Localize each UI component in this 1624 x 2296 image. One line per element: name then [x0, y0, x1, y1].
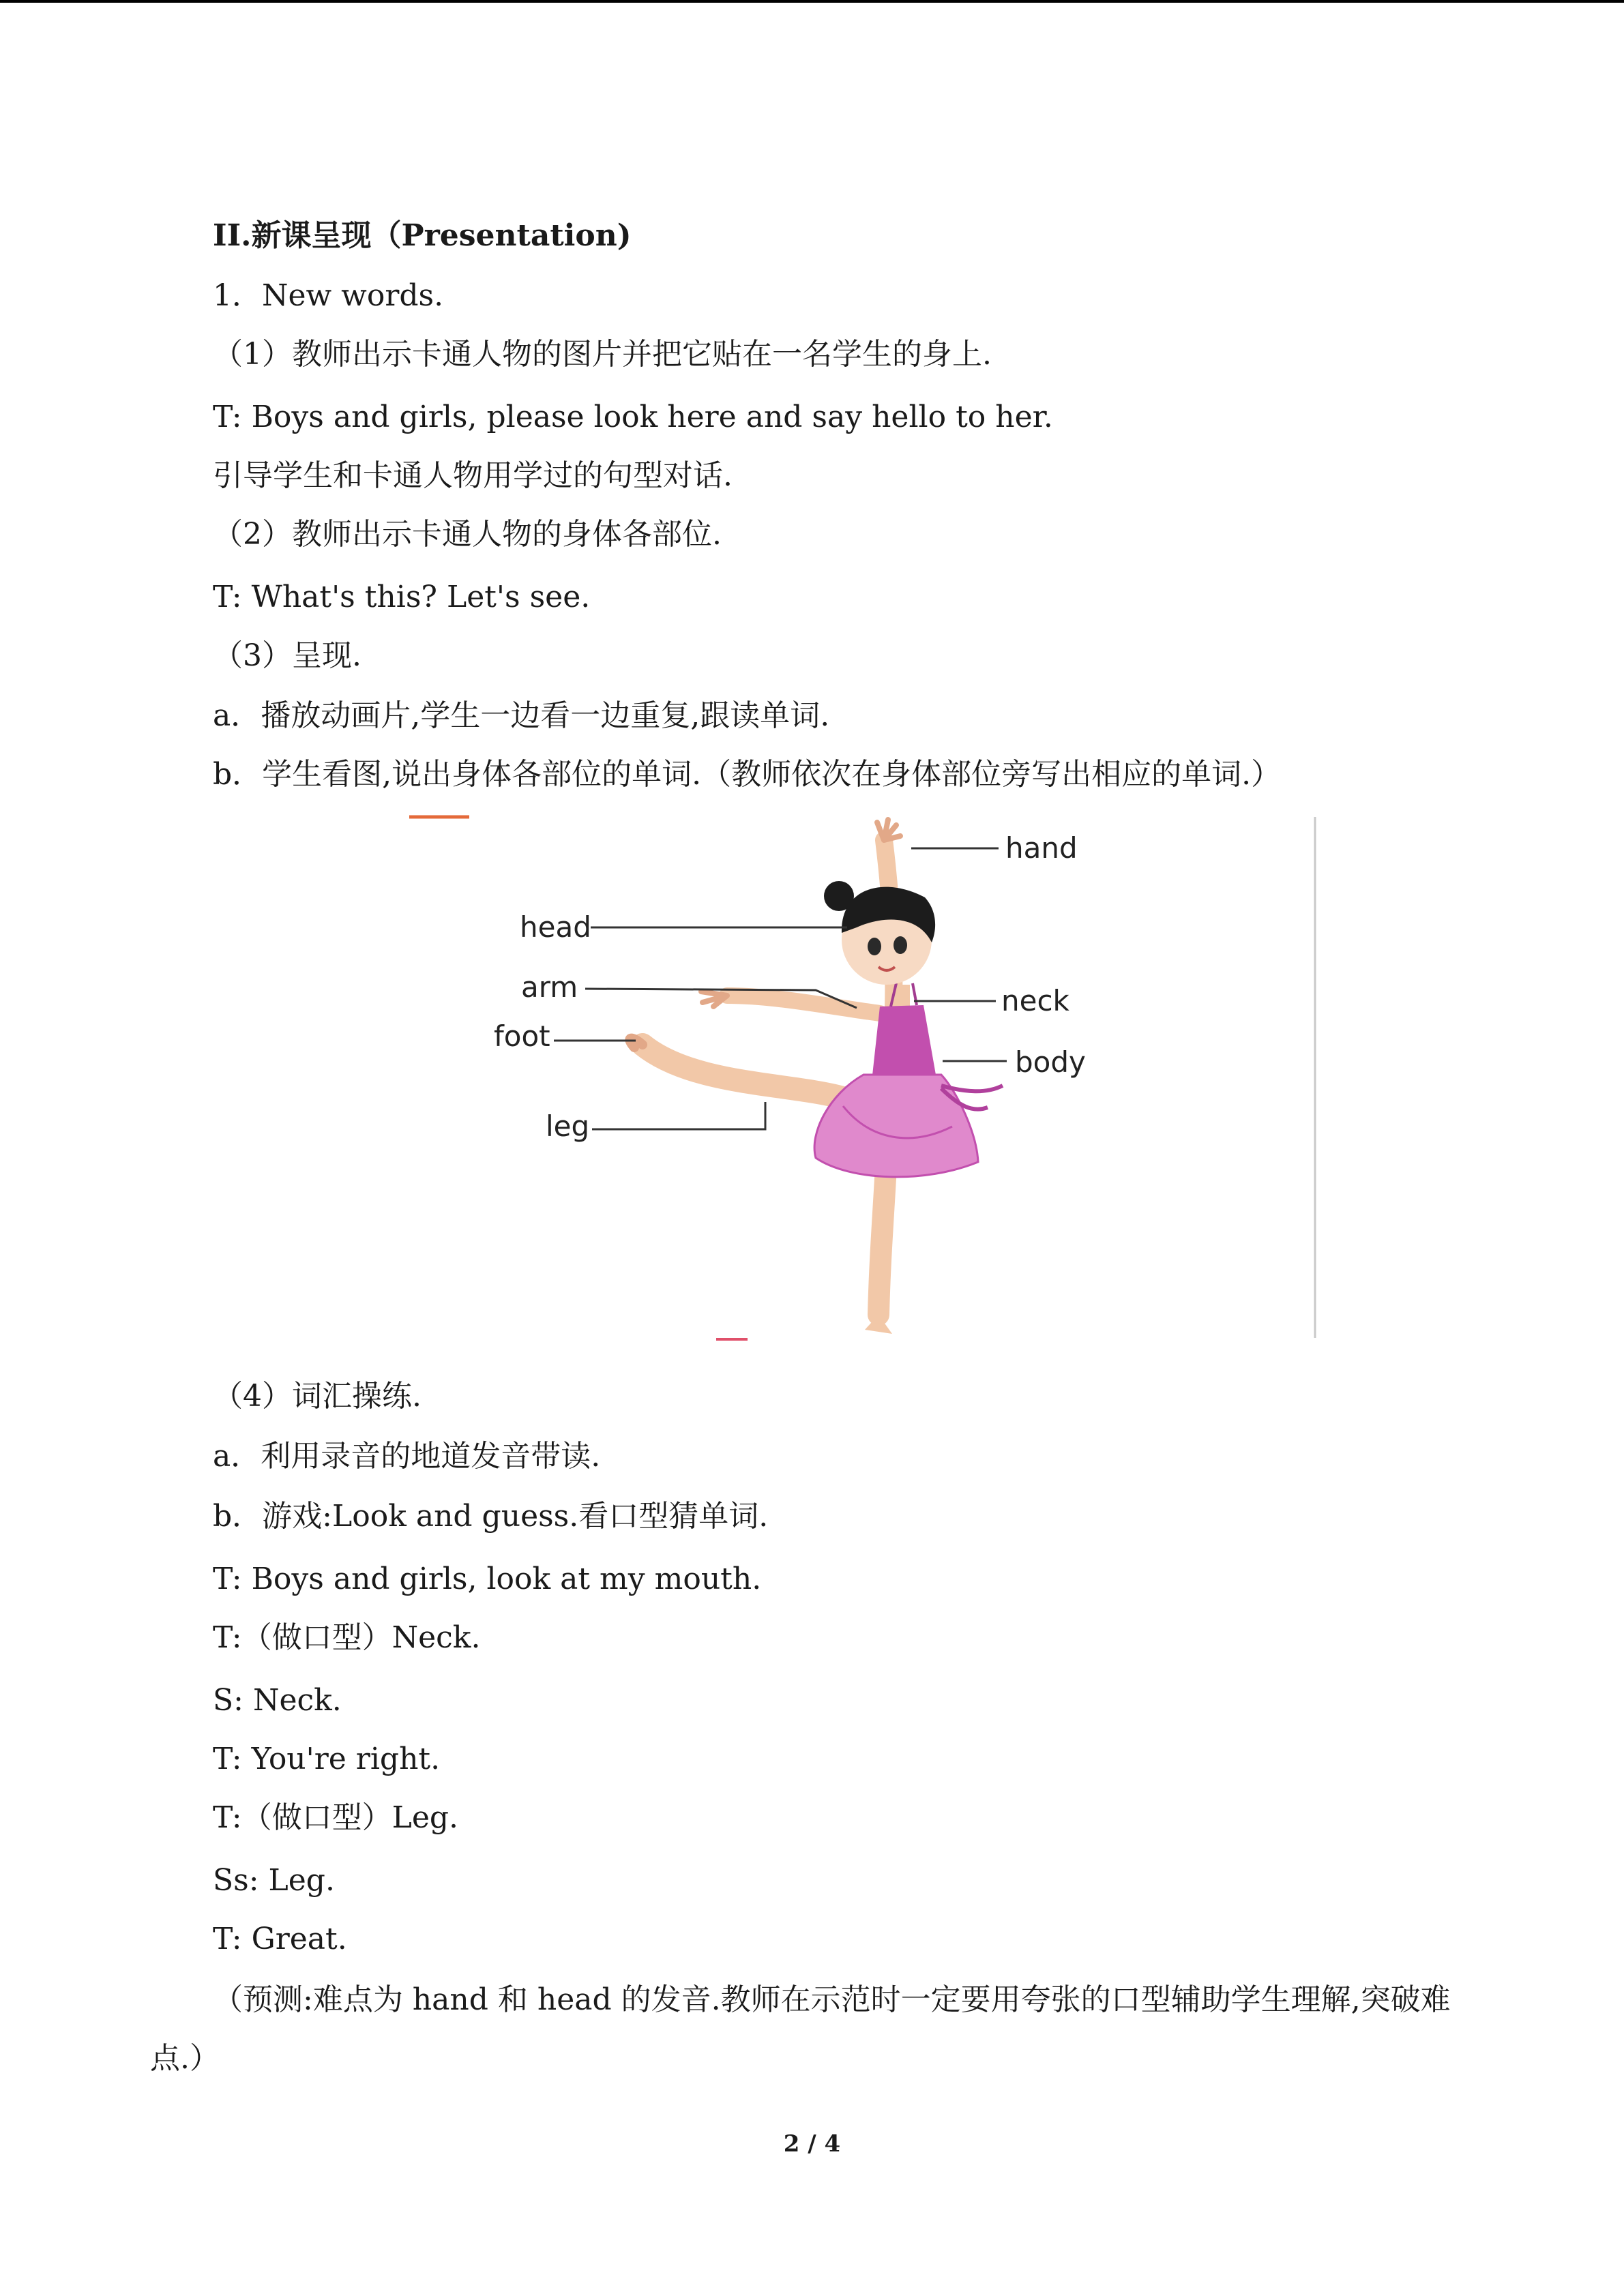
label-neck: neck — [1001, 984, 1069, 1017]
text-line-step-3: （3）呈现. — [213, 638, 361, 673]
label-foot: foot — [494, 1019, 550, 1053]
text-line-teacher-hello: T: Boys and girls, please look here and say hello to her. — [213, 400, 1053, 434]
label-hand: hand — [1005, 831, 1078, 865]
text-line-look-mouth: T: Boys and girls, look at my mouth. — [213, 1562, 762, 1596]
text-line-whats-this: T: What's this? Let's see. — [213, 580, 591, 614]
label-arm: arm — [521, 970, 578, 1004]
top-border-line — [0, 0, 1624, 3]
text-line-ss-leg: Ss: Leg. — [213, 1863, 335, 1898]
text-line-mouth-neck: T:（做口型）Neck. — [213, 1620, 481, 1655]
page-number: 2 / 4 — [783, 2130, 841, 2158]
text-line-new-words: 1．New words. — [213, 278, 444, 313]
text-line-step-2: （2）教师出示卡通人物的身体各部位. — [213, 517, 722, 552]
dancer-girl-drawing — [630, 820, 1003, 1334]
text-line-mouth-leg: T:（做口型）Leg. — [213, 1800, 459, 1835]
prediction-note: （预测:难点为 hand 和 head 的发音.教师在示范时一定要用夸张的口型辅助学生理解,突破难点.） — [150, 1982, 1451, 2076]
section-heading: II.新课呈现（Presentation) — [213, 218, 632, 253]
label-body: body — [1015, 1045, 1086, 1079]
text-line-s-neck: S: Neck. — [213, 1683, 342, 1718]
body-parts-figure — [407, 813, 1318, 1342]
text-line-step-3b: b．学生看图,说出身体各部位的单词.（教师依次在身体部位旁写出相应的单词.） — [213, 757, 1282, 792]
text-line-step-4a: a．利用录音的地道发音带读. — [213, 1439, 601, 1474]
body-parts-illustration — [407, 813, 1318, 1342]
text-line-step-4b: b．游戏:Look and guess.看口型猜单词. — [213, 1499, 769, 1534]
text-line-step-3a: a．播放动画片,学生一边看一边重复,跟读单词. — [213, 698, 830, 733]
text-line-step-1: （1）教师出示卡通人物的图片并把它贴在一名学生的身上. — [213, 337, 992, 372]
text-line-guide-dialogue: 引导学生和卡通人物用学过的句型对话. — [213, 458, 733, 493]
label-leg: leg — [546, 1109, 590, 1143]
text-line-great: T: Great. — [213, 1922, 347, 1956]
text-line-step-4: （4）词汇操练. — [213, 1379, 422, 1414]
text-line-right: T: You're right. — [213, 1742, 441, 1776]
label-head: head — [520, 910, 591, 944]
